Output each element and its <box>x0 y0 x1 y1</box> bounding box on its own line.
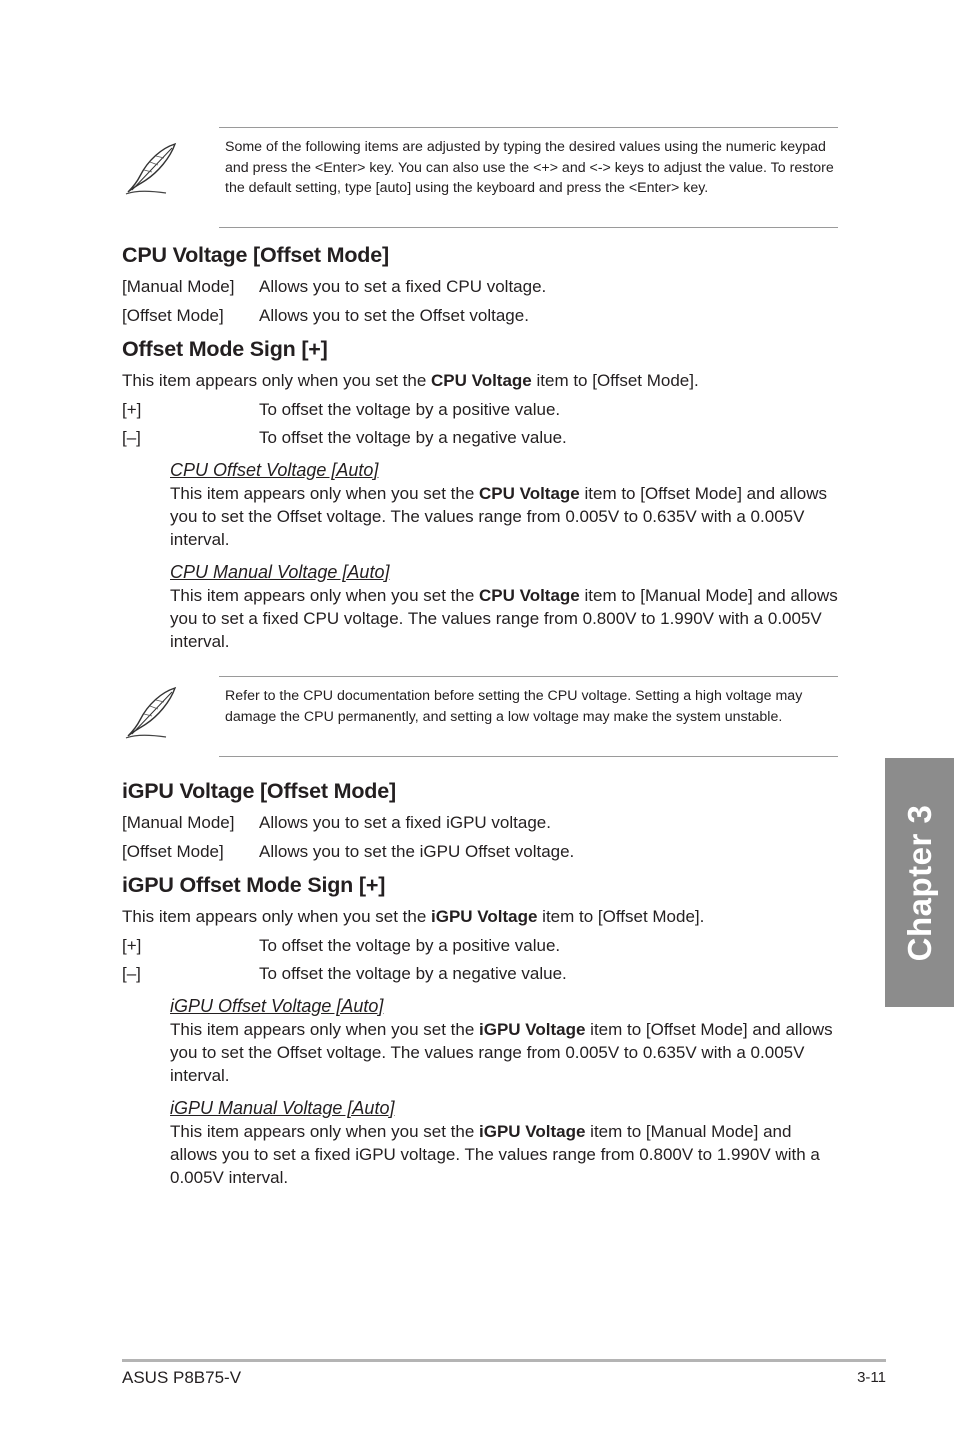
subitem-title-cpu-offset-voltage: CPU Offset Voltage [Auto] <box>170 460 379 480</box>
quill-note-icon <box>122 684 180 742</box>
option-key: [–] <box>122 428 141 447</box>
option-key: [Offset Mode] <box>122 842 224 861</box>
footer-product-name: ASUS P8B75-V <box>122 1368 242 1387</box>
section-intro: This item appears only when you set the iGPU Voltage item to [Offset Mode]. <box>122 907 705 926</box>
subitem-body: This item appears only when you set the iGPU Voltage item to [Manual Mode] and allows you to set a fixed iGPU voltage. The values range from 0.800V to 1.990V with a 0.005V interval. <box>170 1122 820 1187</box>
note-box <box>219 676 838 757</box>
note-box <box>219 127 838 228</box>
subitem-title-igpu-offset-voltage: iGPU Offset Voltage [Auto] <box>170 996 384 1016</box>
option-desc: Allows you to set the Offset voltage. <box>259 306 529 325</box>
option-key: [+] <box>122 936 142 955</box>
quill-note-icon <box>122 140 180 198</box>
subitem-body: This item appears only when you set the iGPU Voltage item to [Offset Mode] and allows you to set the Offset voltage. The values range from 0.005V to 0.635V with a 0.005V interval. <box>170 1020 833 1085</box>
option-desc: To offset the voltage by a negative value. <box>259 428 567 447</box>
subitem-title-igpu-manual-voltage: iGPU Manual Voltage [Auto] <box>170 1098 395 1118</box>
option-desc: Allows you to set a fixed CPU voltage. <box>259 277 547 296</box>
option-desc: Allows you to set a fixed iGPU voltage. <box>259 813 551 832</box>
option-desc: To offset the voltage by a positive value. <box>259 936 561 955</box>
option-key: [Manual Mode] <box>122 277 235 296</box>
option-desc: Allows you to set the iGPU Offset voltage. <box>259 842 575 861</box>
chapter-tab-label: Chapter 3 <box>900 804 938 961</box>
section-title-cpu-voltage: CPU Voltage [Offset Mode] <box>122 243 389 267</box>
option-key: [–] <box>122 964 141 983</box>
subitem-title-cpu-manual-voltage: CPU Manual Voltage [Auto] <box>170 562 390 582</box>
note-text: Some of the following items are adjusted by typing the desired values using the numeric keypad and press the <Enter> key. You can also use the <+> and <-> keys to adjust the value. To restore the default setting, type [auto] using the keyboard and press the <Enter> key. <box>225 139 834 196</box>
section-intro: This item appears only when you set the CPU Voltage item to [Offset Mode]. <box>122 371 699 390</box>
option-key: [Manual Mode] <box>122 813 235 832</box>
option-desc: To offset the voltage by a positive value. <box>259 400 561 419</box>
option-key: [+] <box>122 400 142 419</box>
chapter-tab <box>885 758 954 1007</box>
option-key: [Offset Mode] <box>122 306 224 325</box>
section-title-igpu-offset-mode-sign: iGPU Offset Mode Sign [+] <box>122 873 386 897</box>
section-title-igpu-voltage: iGPU Voltage [Offset Mode] <box>122 779 396 803</box>
subitem-body: This item appears only when you set the CPU Voltage item to [Manual Mode] and allows you to set a fixed CPU voltage. The values range from 0.800V to 1.990V with a 0.005V interval. <box>170 586 838 651</box>
option-desc: To offset the voltage by a negative value. <box>259 964 567 983</box>
note-text: Refer to the CPU documentation before setting the CPU voltage. Setting a high voltage may damage the CPU permanently, and setting a low voltage may make the system unstable. <box>225 688 803 725</box>
footer-page-number: 3-11 <box>857 1369 886 1386</box>
subitem-body: This item appears only when you set the CPU Voltage item to [Offset Mode] and allows you to set the Offset voltage. The values range from 0.005V to 0.635V with a 0.005V interval. <box>170 484 828 549</box>
footer-divider <box>122 1359 886 1362</box>
section-title-offset-mode-sign: Offset Mode Sign [+] <box>122 337 328 361</box>
